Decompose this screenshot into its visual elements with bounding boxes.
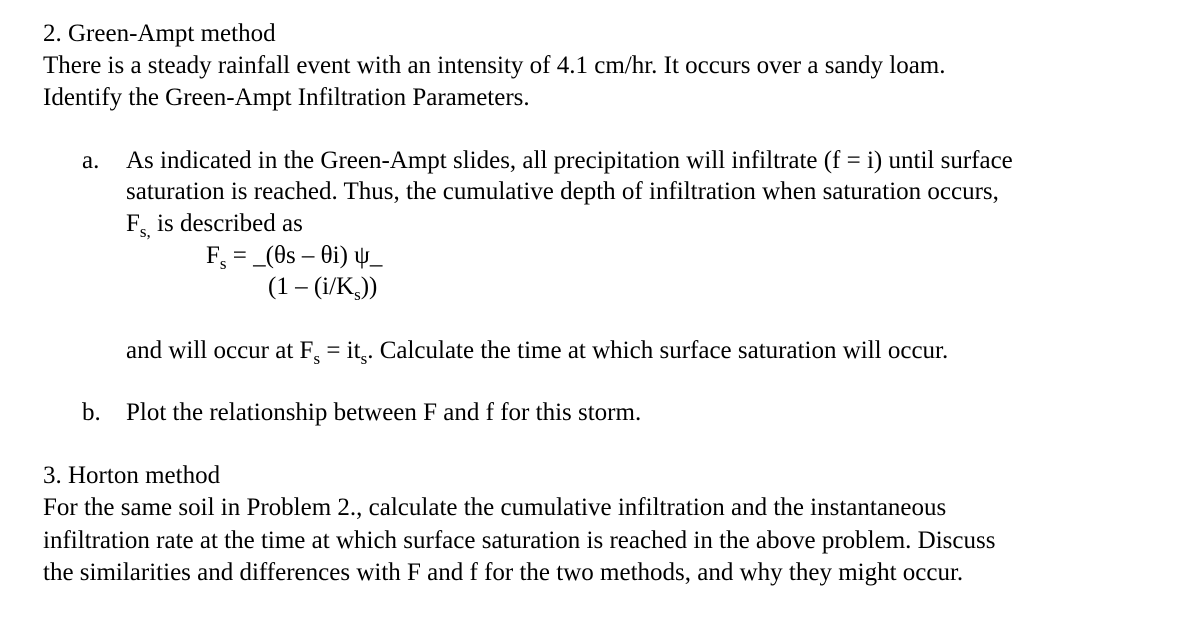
part-a-occur-line: [126, 335, 948, 367]
problem3-line1: For the same soil in Problem 2., calculate the cumulative infiltration and the instantaneous: [43, 494, 947, 521]
equation-denominator-sub: s: [354, 285, 361, 304]
problem2-intro-line1: There is a steady rainfall event with an intensity of 4.1 cm/hr. It occurs over a sandy loam.: [43, 52, 946, 79]
problem3-line3: the similarities and differences with F and f for the two methods, and why they might occur.: [43, 559, 964, 586]
equation-numerator-row: [206, 240, 382, 272]
fs-variable: F: [126, 210, 140, 237]
occur-rest: . Calculate the time at which surface saturation will occur.: [367, 337, 949, 364]
equation-lhs-sub: s: [219, 254, 227, 273]
problem2-intro-line2: Identify the Green-Ampt Infiltration Parameters.: [43, 84, 530, 111]
equation-denominator-post: )): [360, 273, 378, 300]
part-a-line3: [126, 208, 303, 240]
equation-denominator: [268, 271, 377, 303]
part-b-marker: b.: [82, 399, 101, 426]
part-a-marker: a.: [82, 147, 100, 174]
equation-numerator: _(θs – θi) ψ_: [253, 242, 383, 269]
occur-mid: = it: [320, 337, 361, 364]
equation-denominator-pre: (1 – (i/K: [268, 273, 355, 300]
occur-sub1: s: [313, 349, 321, 368]
problem2-heading: 2. Green-Ampt method: [43, 20, 276, 47]
equation-equals: =: [226, 242, 254, 269]
problem3-heading: 3. Horton method: [43, 462, 221, 489]
part-b-text: Plot the relationship between F and f for this storm.: [126, 399, 642, 426]
occur-pre: and will occur at F: [126, 337, 314, 364]
occur-sub2: s: [360, 349, 368, 368]
problem3-line2: infiltration rate at the time at which surface saturation is reached in the above problem. Discuss: [43, 527, 996, 554]
fs-subscript: s,: [139, 222, 151, 241]
part-a-line1: As indicated in the Green-Ampt slides, all precipitation will infiltrate (f = i) until surface: [126, 147, 1013, 174]
part-a-line3-rest: is described as: [150, 210, 303, 237]
equation-lhs-var: F: [206, 242, 220, 269]
part-a-line2: saturation is reached. Thus, the cumulative depth of infiltration when saturation occurs,: [126, 178, 999, 205]
